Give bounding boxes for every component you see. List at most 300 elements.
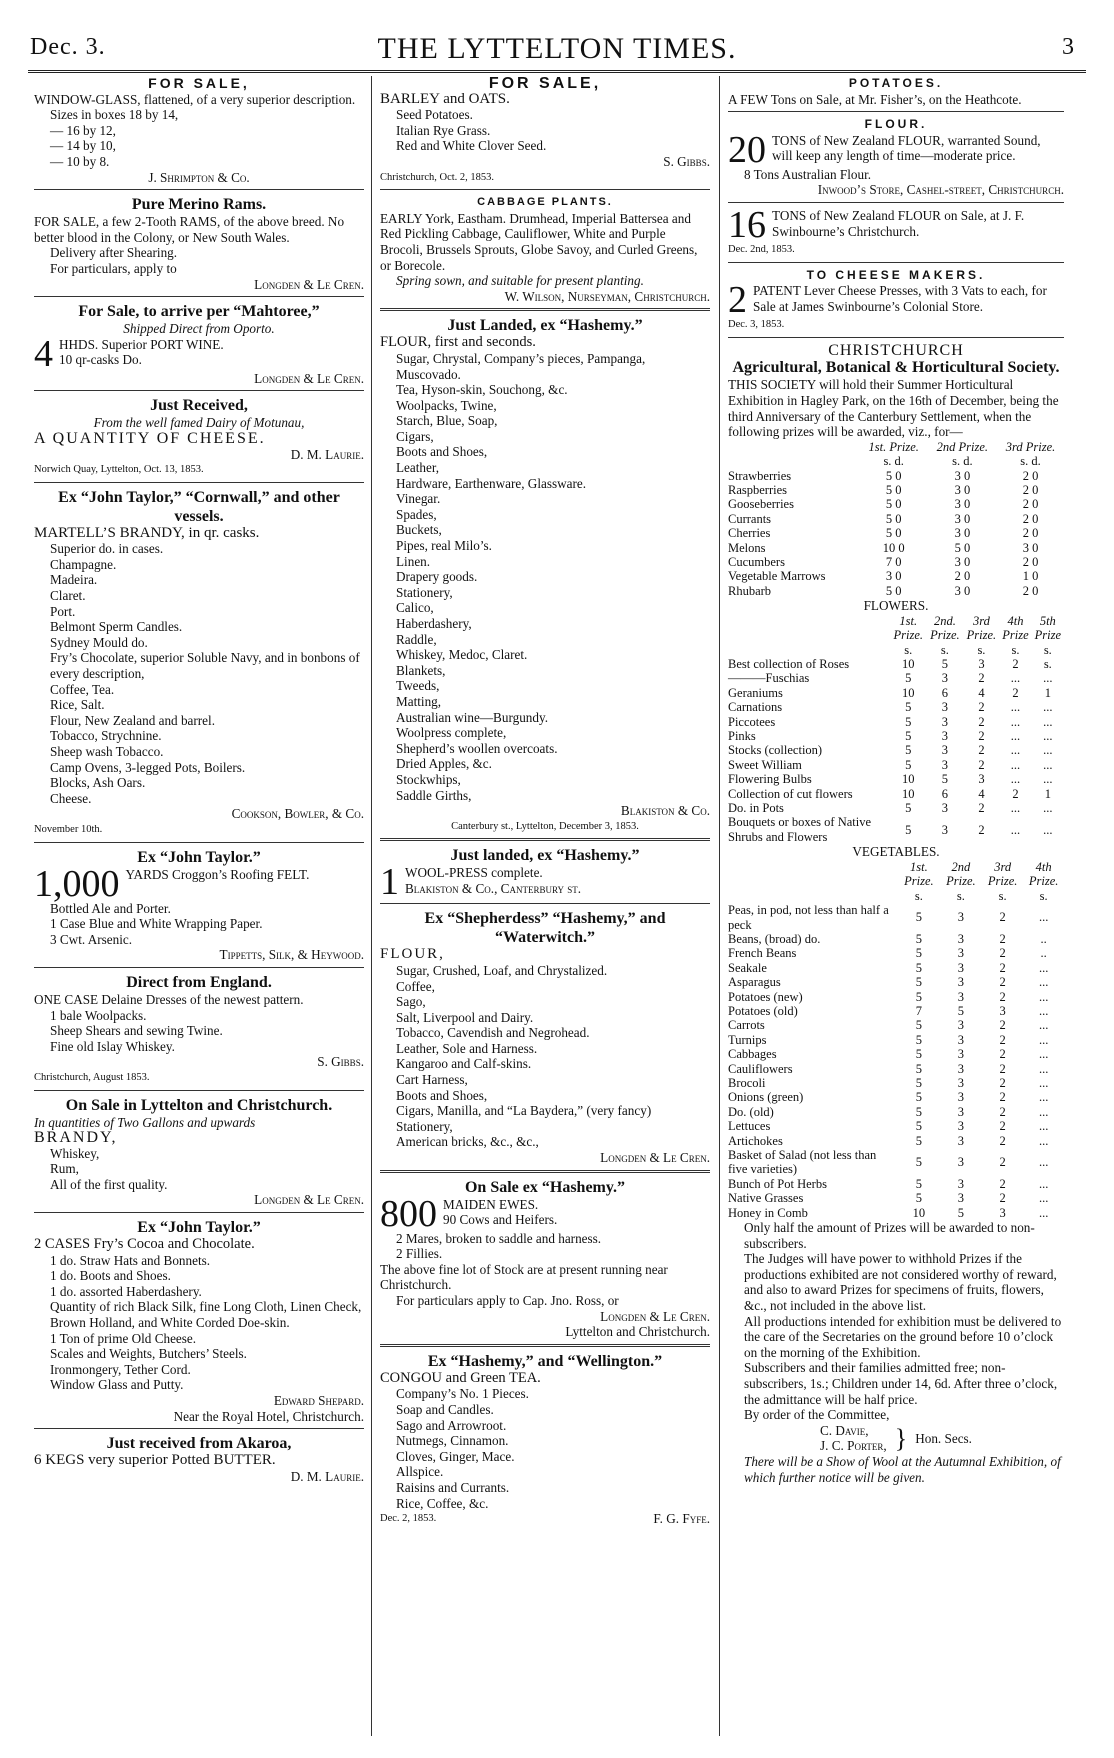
- list-item: Window Glass and Putty.: [50, 1377, 184, 1393]
- prize-amount: ...: [1038, 1018, 1049, 1033]
- prize-amount: 3: [941, 757, 949, 772]
- prize-amount: 3: [957, 1133, 965, 1148]
- prize-amount: ...: [1010, 729, 1021, 744]
- vegetable-prize-row: [728, 975, 1064, 989]
- ad-signature: Edward Shepard.: [273, 1393, 364, 1408]
- ad-hashemy-goods: [380, 316, 710, 834]
- list-item: Sago and Arrowroot.: [396, 1417, 507, 1433]
- ad-body: The above fine lot of Stock are at present running near Christchurch.: [380, 1261, 668, 1293]
- ad-signature: Longden & Le Cren.: [600, 1308, 710, 1324]
- prize-amount: 2: [999, 946, 1006, 961]
- prize-amount: 3: [999, 1003, 1006, 1018]
- ad-footer: Christchurch, Oct. 2, 1853.: [380, 171, 495, 183]
- prize-amount: 3 0: [1022, 540, 1039, 555]
- flower-prize-row: [728, 700, 1064, 714]
- list-item: For particulars, apply to: [50, 260, 177, 276]
- prize-amount: 2: [978, 822, 985, 837]
- prize-amount: 3: [957, 989, 965, 1004]
- list-item: Stockwhips,: [396, 771, 461, 787]
- prize-amount: 5: [915, 960, 923, 975]
- ad-body: 2 CASES Fry’s Cocoa and Chocolate.: [34, 1236, 255, 1253]
- prize-amount: ...: [1043, 729, 1053, 744]
- flower-prize-row: [728, 801, 1064, 815]
- ad-signature: Blakiston & Co.: [620, 803, 710, 819]
- ad-divider: [34, 1090, 364, 1091]
- prize-amount: 3 0: [954, 583, 971, 598]
- ad-body: PATENT Lever Cheese Presses, with 3 Vats to each, for Sale at James Swinbourne’s Colonial Store.: [753, 283, 1047, 314]
- list-item: Champagne.: [50, 556, 117, 572]
- list-item: Woolpacks, Twine,: [396, 397, 497, 413]
- list-item: Blankets,: [396, 662, 446, 678]
- prize-amount: 2: [999, 931, 1006, 946]
- list-item: Madeira.: [50, 572, 98, 588]
- prize-amount: 2: [999, 1104, 1006, 1119]
- ad-cheese: [34, 396, 364, 477]
- prize-amount: 5: [915, 1191, 923, 1206]
- vegetable-prize-row: [728, 1119, 1064, 1133]
- prize-amount: ...: [1038, 1075, 1049, 1090]
- prize-amount: 5: [905, 700, 912, 715]
- ad-delaine-dresses: [34, 973, 364, 1086]
- prize-amount: ...: [1043, 757, 1053, 772]
- list-item: Allspice.: [396, 1464, 444, 1480]
- fruit-prize-row: [728, 526, 1064, 540]
- prize-amount: 3: [957, 1104, 965, 1119]
- currency-label: s. d.: [952, 454, 973, 469]
- list-item: 1 do. Straw Hats and Bonnets.: [50, 1252, 211, 1268]
- ad-body: EARLY York, Eastham. Drumhead, Imperial Battersea and Red Pickling Cabbage, Cauliflower, White and Purple Brocoli, Brussels Sprouts, Globe Savoy, and Curled Greens, or Borecole.: [380, 210, 698, 273]
- prize-amount: 10: [902, 772, 915, 787]
- notice-subtitle: Agricultural, Botanical & Horticultural Society.: [732, 359, 1060, 377]
- prize-amount: 3: [999, 1205, 1006, 1220]
- flower-prize-row: [728, 743, 1064, 757]
- list-item: Cart Harness,: [396, 1072, 468, 1088]
- ad-divider: [34, 482, 364, 483]
- column-rule-1: [371, 76, 372, 1736]
- currency-label: s.: [1011, 642, 1020, 657]
- prize-amount: 5: [915, 1104, 923, 1119]
- currency-label: s.: [977, 642, 986, 657]
- prize-amount: 2: [999, 1155, 1006, 1170]
- list-item: Buckets,: [396, 522, 442, 538]
- ad-cabbage-plants: [380, 195, 710, 304]
- ad-signature: Longden & Le Cren.: [254, 1192, 364, 1208]
- prize-amount: ...: [1010, 671, 1021, 686]
- ad-body: HHDS. Superior PORT WINE.: [59, 336, 224, 352]
- secretaries-title: Hon. Secs.: [915, 1430, 972, 1446]
- prize-amount: 3: [957, 1061, 965, 1076]
- flower-prize-row: [728, 815, 1064, 844]
- category-name: Turnips: [728, 1032, 767, 1047]
- ad-heading: Pure Merino Rams.: [131, 196, 267, 214]
- prize-amount: 5: [905, 714, 912, 729]
- fruit-prize-row: [728, 541, 1064, 555]
- list-item: Woolpress complete,: [396, 725, 507, 741]
- prize-amount: 5: [915, 1075, 923, 1090]
- fruit-prize-row: [728, 483, 1064, 497]
- list-item: Belmont Sperm Candles.: [50, 619, 183, 635]
- list-item: All of the first quality.: [50, 1176, 168, 1192]
- vegetable-prize-row: [728, 1062, 1064, 1076]
- list-item: Vinegar.: [396, 491, 441, 507]
- ad-heading: FOR SALE,: [148, 75, 250, 91]
- prize-amount: 5: [915, 989, 923, 1004]
- prize-amount: 2 0: [954, 569, 971, 584]
- prize-amount: 5: [915, 910, 923, 925]
- vegetable-prize-row: [728, 1047, 1064, 1061]
- prize-amount: 10: [912, 1205, 926, 1220]
- prize-amount: 2: [999, 960, 1006, 975]
- list-item: Cloves, Ginger, Mace.: [396, 1448, 515, 1464]
- ad-body: BARLEY and OATS.: [380, 90, 510, 107]
- ad-signature: Longden & Le Cren.: [254, 370, 364, 386]
- prize-amount: 2: [978, 671, 985, 686]
- prize-amount: ...: [1010, 822, 1021, 837]
- newspaper-title: THE LYTTELTON TIMES.: [377, 32, 737, 65]
- prize-amount: 5: [905, 801, 912, 816]
- ad-heading: Direct from England.: [126, 973, 272, 991]
- ad-roofing-felt: [34, 848, 364, 963]
- goods-list: [380, 963, 710, 1150]
- category-name: Seakale: [728, 960, 767, 975]
- prize-amount: 3: [957, 910, 965, 925]
- ad-body: MARTELL’S BRANDY, in qr. casks.: [34, 524, 260, 541]
- ad-divider: [728, 202, 1064, 203]
- prize-amount: 2: [999, 1176, 1006, 1191]
- vegetable-prize-row: [728, 1018, 1064, 1032]
- ad-body: A QUANTITY OF CHEESE.: [34, 429, 266, 447]
- ad-footer: Christchurch, August 1853.: [34, 1071, 150, 1083]
- column-header: 1st. Prize.: [868, 439, 919, 454]
- prize-amount: ...: [1038, 1119, 1049, 1134]
- ad-heading: Ex “John Taylor.”: [137, 848, 261, 866]
- prize-amount: 5 0: [885, 497, 902, 512]
- category-name: Collection of cut flowers: [728, 786, 853, 801]
- category-name: Piccotees: [728, 714, 776, 729]
- prize-amount: ...: [1010, 801, 1021, 816]
- vegetable-prize-row: [728, 1076, 1064, 1090]
- ad-body: A FEW Tons on Sale, at Mr. Fisher’s, on the Heathcote.: [728, 91, 1022, 107]
- fruit-prize-row: [728, 469, 1064, 483]
- ad-signature: W. Wilson, Nurseyman, Christchurch.: [504, 288, 710, 304]
- ad-body: FOR SALE, a few 2-Tooth RAMS, of the above breed. No better blood in the Colony, or New South Wales.: [34, 214, 345, 245]
- prize-amount: ...: [1043, 743, 1053, 758]
- ad-congou-tea: [380, 1352, 710, 1527]
- ad-heading: TO CHEESE MAKERS.: [806, 267, 986, 282]
- category-name: Gooseberries: [728, 497, 794, 512]
- notice-order: By order of the Committee,: [744, 1407, 890, 1423]
- list-item: Cigars, Manilla, and “La Baydera,” (very fancy): [396, 1103, 652, 1119]
- ad-body: BRANDY,: [34, 1129, 118, 1147]
- prize-amount: 5: [957, 1003, 965, 1018]
- currency-label: s.: [956, 888, 965, 903]
- prize-amount: 2 0: [1022, 554, 1039, 569]
- prize-amount: 3: [957, 946, 965, 961]
- list-item: Fine old Islay Whiskey.: [50, 1038, 175, 1054]
- prize-amount: 3: [978, 772, 985, 787]
- vegetable-prize-row: [728, 1206, 1064, 1220]
- secretaries: C. Davie, J. C. Porter, } Hon. Secs.: [820, 1422, 972, 1454]
- prize-amount: 4: [978, 685, 985, 700]
- category-name: Bouquets or boxes of Native Shrubs and Flowers: [728, 815, 872, 844]
- prize-amount: 2: [999, 1047, 1006, 1062]
- prize-amount: ...: [1038, 1176, 1049, 1191]
- list-item: Cigars,: [396, 428, 434, 444]
- prize-amount: 5: [915, 1176, 923, 1191]
- column-header: 3rd Prize.: [1005, 439, 1056, 454]
- prize-amount: ...: [1010, 700, 1021, 715]
- list-item: Whiskey,: [50, 1145, 100, 1161]
- prize-amount: ...: [1038, 1003, 1049, 1018]
- prize-amount: 5: [915, 1061, 923, 1076]
- category-name: Potatoes (new): [728, 989, 803, 1004]
- prize-amount: 3: [957, 1155, 965, 1170]
- flower-prize-row: [728, 686, 1064, 700]
- prize-amount: 5: [905, 757, 912, 772]
- list-item: Sydney Mould do.: [50, 634, 148, 650]
- goods-list: [34, 541, 364, 806]
- large-numeral: 1: [380, 861, 399, 904]
- prize-amount: 2: [978, 757, 985, 772]
- prize-amount: 5: [915, 975, 923, 990]
- ad-date: Dec. 3, 1853.: [728, 319, 785, 331]
- prize-amount: 7 0: [885, 554, 902, 569]
- prize-amount: 3: [957, 931, 965, 946]
- list-item: Sugar, Crushed, Loaf, and Chrystalized.: [396, 962, 608, 978]
- prize-amount: 5: [905, 822, 912, 837]
- ad-subheading: From the well famed Dairy of Motunau,: [93, 415, 305, 431]
- ad-divider: [380, 1344, 710, 1347]
- list-item: Blocks, Ash Oars.: [50, 775, 146, 791]
- category-name: Stocks (collection): [728, 743, 823, 758]
- prize-amount: 3: [957, 1047, 965, 1062]
- ad-signature: S. Gibbs.: [317, 1054, 364, 1070]
- ad-flour-sugar: [380, 909, 710, 1165]
- list-item: Flour, New Zealand and barrel.: [50, 712, 215, 728]
- currency-label: s. d.: [883, 454, 904, 469]
- list-item: Saddle Girths,: [396, 787, 472, 803]
- list-item: Coffee,: [396, 978, 435, 994]
- ad-divider: [380, 838, 710, 841]
- prize-amount: ...: [1043, 700, 1053, 715]
- flowers-title: FLOWERS.: [863, 598, 929, 614]
- notice-intro: THIS SOCIETY will hold their Summer Horticultural Exhibition in Hagley Park, on the 16th of December, being the third Anniversary of the Canterbury Settlement, when the following prizes will be awarded, viz., for—: [728, 377, 1059, 440]
- column-header: 3rd Prize.: [966, 613, 997, 643]
- ad-date: Dec. 2, 1853.: [380, 1513, 437, 1525]
- category-name: Do. in Pots: [728, 801, 784, 816]
- prize-amount: 3: [957, 1018, 965, 1033]
- list-item: Dried Apples, &c.: [396, 756, 492, 772]
- ad-body: 10 qr-casks Do.: [59, 352, 142, 368]
- prize-amount: 3 0: [954, 526, 971, 541]
- column-header: 2nd Prize.: [946, 859, 976, 889]
- ad-heading: POTATOES.: [848, 76, 944, 90]
- list-item: Calico,: [396, 600, 434, 616]
- ad-signature: Blakiston & Co., Canterbury st.: [405, 880, 582, 896]
- category-name: Do. (old): [728, 1104, 774, 1119]
- list-item: Salt, Liverpool and Dairy.: [396, 1009, 534, 1025]
- column-middle: [380, 76, 710, 1530]
- notice-paragraph: All productions intended for exhibition must be delivered to the care of the Secretaries on the ground before 10 o’clock on the morning of the Exhibition.: [744, 1313, 1062, 1360]
- ad-divider: [34, 1428, 364, 1429]
- ad-heading: On Sale in Lyttelton and Christchurch.: [65, 1096, 333, 1114]
- list-item: Sizes in boxes 18 by 14,: [50, 107, 179, 123]
- prize-amount: 5: [915, 1119, 923, 1134]
- list-item: Cheese.: [50, 790, 92, 806]
- ad-signature: Longden & Le Cren.: [254, 276, 364, 292]
- ad-heading: Ex “Hashemy,” and “Wellington.”: [427, 1352, 663, 1370]
- ad-divider: [728, 111, 1064, 112]
- list-item: Leather,: [396, 460, 440, 476]
- ad-date: Dec. 2nd, 1853.: [728, 243, 795, 255]
- secretary-name: C. Davie,: [820, 1422, 869, 1438]
- notice-paragraph: The Judges will have power to withhold Prizes if the productions exhibited are not considered worthy of reward, and also to award Prizes for specimens of fruits, flowers, &c., not included in the above list.: [744, 1251, 1057, 1313]
- currency-label: s.: [904, 642, 913, 657]
- prize-amount: 5 0: [885, 583, 902, 598]
- prize-amount: ...: [1038, 989, 1049, 1004]
- prize-amount: ...: [1043, 772, 1053, 787]
- prize-amount: ...: [1038, 1155, 1049, 1170]
- prize-amount: 5 0: [885, 482, 902, 497]
- ad-heading: CABBAGE PLANTS.: [477, 196, 613, 209]
- list-item: Stationery,: [396, 1118, 453, 1134]
- category-name: Lettuces: [728, 1119, 771, 1134]
- ad-heading: On Sale ex “Hashemy.”: [464, 1178, 625, 1196]
- prize-amount: ..: [1040, 931, 1047, 946]
- ad-signature: J. Shrimpton & Co.: [148, 169, 250, 185]
- prize-amount: 2: [978, 743, 985, 758]
- prize-amount: 1: [1044, 685, 1051, 700]
- vegetable-prize-row: [728, 1090, 1064, 1104]
- flower-prize-row: [728, 715, 1064, 729]
- ad-divider: [380, 189, 710, 190]
- category-name: Peas, in pod, not less than half a peck: [728, 903, 889, 932]
- fruit-prize-row: [728, 555, 1064, 569]
- ad-body: 6 KEGS very superior Potted BUTTER.: [34, 1452, 276, 1469]
- category-name: ———Fuschias: [728, 671, 810, 686]
- list-item: Drapery goods.: [396, 569, 478, 585]
- ad-body: WINDOW-GLASS, flattened, of a very superior description.: [34, 91, 356, 107]
- prize-amount: 3: [941, 743, 949, 758]
- ad-body: TONS of New Zealand FLOUR, warranted Sound, will keep any length of time—moderate price.: [772, 132, 1041, 164]
- category-name: Rhubarb: [728, 583, 772, 598]
- vegetable-prize-row: [728, 903, 1064, 932]
- prize-amount: ...: [1043, 671, 1053, 686]
- list-item: 1 bale Woolpacks.: [50, 1007, 147, 1023]
- list-item: Haberdashery,: [396, 616, 472, 631]
- large-numeral: 16: [728, 203, 766, 246]
- ad-divider: [34, 842, 364, 843]
- prize-amount: 3 0: [885, 569, 902, 584]
- prize-amount: 2: [978, 729, 985, 744]
- flower-prize-row: [728, 772, 1064, 786]
- fruit-prize-row: [728, 497, 1064, 511]
- prize-amount: 5: [905, 743, 912, 758]
- size-list: [34, 107, 364, 169]
- list-item: Ironmongery, Tether Cord.: [50, 1361, 191, 1377]
- prize-amount: ...: [1038, 1191, 1049, 1206]
- prize-amount: 3 0: [954, 511, 971, 526]
- flower-prize-row: [728, 787, 1064, 801]
- page-header: [30, 30, 1084, 70]
- list-item: Raddle,: [396, 631, 437, 647]
- prize-amount: 5: [915, 1018, 923, 1033]
- ad-heading: Just Received,: [150, 397, 248, 415]
- prize-amount: 2: [999, 1061, 1006, 1076]
- list-item: Sago,: [396, 994, 426, 1010]
- ad-footer: Norwich Quay, Lyttelton, Oct. 13, 1853.: [34, 464, 204, 476]
- ad-signature: Longden & Le Cren.: [600, 1150, 710, 1166]
- ad-body: MAIDEN EWES.: [443, 1196, 539, 1212]
- list-item: Rum,: [50, 1161, 79, 1177]
- column-right: [728, 76, 1064, 1488]
- ad-merino-rams: [34, 195, 364, 292]
- prize-amount: 3: [941, 801, 949, 816]
- ad-divider: [34, 296, 364, 297]
- prize-amount: 6: [941, 786, 949, 801]
- notice-paragraph: Only half the amount of Prizes will be awarded to non-subscribers.: [744, 1220, 1035, 1251]
- ad-footer: November 10th.: [34, 823, 103, 835]
- prize-amount: 2 0: [1022, 526, 1039, 541]
- vegetable-prize-row: [728, 961, 1064, 975]
- vegetable-prize-row: [728, 990, 1064, 1004]
- ad-signature-address: Lyttelton and Christchurch.: [565, 1324, 710, 1340]
- prize-amount: 2: [1012, 685, 1019, 700]
- prize-amount: ...: [1038, 960, 1049, 975]
- ad-footer: Canterbury st., Lyttelton, December 3, 1853.: [451, 820, 639, 832]
- prize-amount: 3: [957, 1191, 965, 1206]
- column-header: 4th Prize.: [1028, 859, 1059, 889]
- list-item: 1 Ton of prime Old Cheese.: [50, 1330, 197, 1346]
- list-item: Hardware, Earthenware, Glassware.: [396, 475, 587, 491]
- category-name: Geraniums: [728, 685, 783, 700]
- flower-prize-row: [728, 671, 1064, 685]
- prize-amount: 3: [941, 714, 949, 729]
- prize-amount: 5 0: [885, 511, 902, 526]
- prize-amount: 5: [915, 1133, 923, 1148]
- list-item: 2 Fillies.: [396, 1246, 443, 1262]
- prize-amount: 2: [978, 700, 985, 715]
- ad-cheese-presses: [728, 268, 1064, 333]
- ad-note: Spring sown, and suitable for present planting.: [396, 273, 644, 289]
- list-item: Company’s No. 1 Pieces.: [396, 1386, 529, 1402]
- flower-prize-table: [728, 614, 1064, 845]
- list-item: Delivery after Shearing.: [50, 245, 178, 261]
- ad-heading: FOR SALE,: [488, 75, 602, 92]
- prize-amount: 2: [1012, 786, 1019, 801]
- list-item: Whiskey, Medoc, Claret.: [396, 647, 528, 663]
- prize-amount: 4: [978, 786, 985, 801]
- ad-brandy-stores: [34, 488, 364, 838]
- vegetable-prize-row: [728, 1033, 1064, 1047]
- ad-body: CONGOU and Green TEA.: [380, 1369, 541, 1386]
- list-item: Tea, Hyson-skin, Souchong, &c.: [396, 382, 568, 398]
- prize-amount: 10 0: [882, 540, 905, 555]
- list-item: Seed Potatoes.: [396, 107, 473, 123]
- category-name: Raspberries: [728, 482, 788, 497]
- list-item: Port.: [50, 603, 76, 619]
- ad-window-glass: [34, 76, 364, 185]
- prize-amount: 5 0: [885, 526, 902, 541]
- prize-amount: 2: [999, 1191, 1006, 1206]
- large-numeral: 4: [34, 332, 53, 375]
- ad-body: FLOUR,: [380, 946, 445, 963]
- list-item: Sugar, Chrystal, Company’s pieces, Pampanga, Muscovado.: [396, 350, 646, 382]
- ad-port-wine: [34, 302, 364, 386]
- currency-label: s.: [940, 642, 949, 657]
- currency-label: s.: [914, 888, 923, 903]
- ad-heading: FLOUR.: [864, 117, 928, 132]
